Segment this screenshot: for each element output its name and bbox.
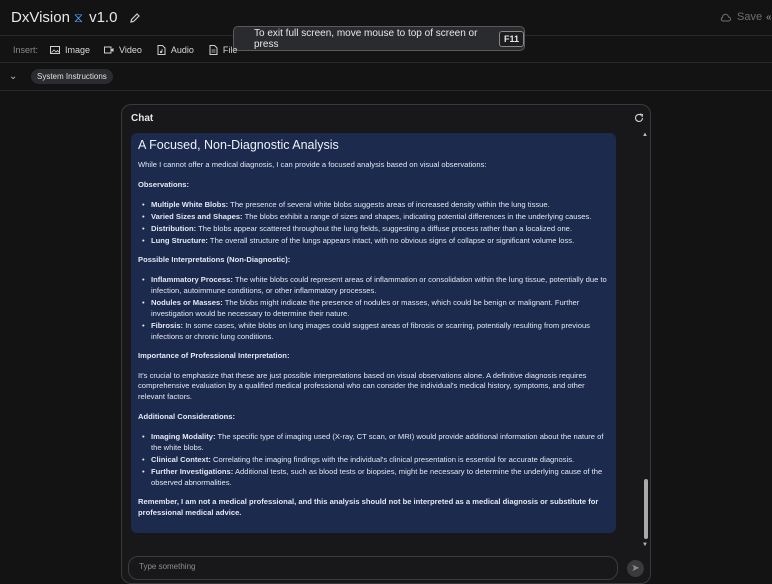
insert-audio-button[interactable]	[156, 45, 194, 55]
item-term: Further Investigations:	[151, 467, 234, 477]
observations-list	[138, 200, 609, 248]
interpretations-list	[138, 275, 609, 343]
system-instructions-toggle[interactable]: System Instructions	[31, 69, 113, 84]
item-text: The blobs appear scattered throughout the lung fields, suggesting a diffuse process rather than a localized one.	[196, 224, 572, 234]
model-response	[131, 133, 616, 533]
item-term: Inflammatory Process:	[151, 275, 233, 285]
insert-audio-label: Audio	[170, 44, 194, 55]
item-text: Additional tests, such as blood tests or biopsies, might be necessary to determine the underlying cause of the observed abnormalities.	[151, 467, 603, 488]
section-title: Additional Considerations:	[138, 412, 236, 422]
send-button[interactable]	[627, 560, 644, 577]
list-item	[138, 224, 609, 235]
chat-panel	[121, 104, 651, 584]
chat-input[interactable]: Type something	[128, 556, 618, 580]
insert-label: Insert:	[13, 44, 39, 55]
list-item	[138, 455, 609, 466]
item-text: The overall structure of the lungs appears intact, with no obvious signs of collapse or significant volume loss.	[207, 236, 575, 246]
list-item	[138, 467, 609, 489]
item-text: Correlating the imaging findings with the individual's clinical presentation is essential for accurate diagnosis.	[210, 454, 575, 464]
toast-key: F11	[499, 31, 524, 47]
app-name: DxVision	[11, 9, 70, 26]
item-term: Distribution:	[151, 224, 197, 234]
insert-image-button[interactable]	[50, 45, 90, 55]
insert-video-button[interactable]	[104, 45, 142, 55]
list-item	[138, 236, 609, 247]
item-term: Multiple White Blobs:	[151, 199, 229, 209]
audio-icon	[156, 45, 166, 55]
section-title: Importance of Professional Interpretation:	[138, 350, 290, 360]
additional-list	[138, 432, 609, 489]
item-text: The blobs exhibit a range of sizes and shapes, indicating potential differences in the underlying causes.	[242, 211, 592, 221]
response-intro: While I cannot offer a medical diagnosis, I can provide a focused analysis based on visual observations:	[138, 160, 487, 169]
insert-file-label: File	[222, 44, 238, 55]
insert-image-label: Image	[65, 44, 91, 55]
item-text: The presence of several white blobs suggests areas of increased density within the lung tissue.	[228, 199, 550, 209]
item-term: Nodules or Masses:	[151, 298, 223, 308]
edit-pencil-icon[interactable]	[129, 12, 141, 24]
closing-disclaimer: Remember, I am not a medical professional, and this analysis should not be interpreted as a medical diagnosis or substitute for professional medical advice.	[138, 496, 599, 517]
list-item	[138, 212, 609, 223]
file-icon	[208, 45, 218, 55]
refresh-icon[interactable]	[634, 113, 644, 123]
chevron-down-icon[interactable]: ⌄	[9, 71, 18, 82]
app-title	[11, 9, 141, 26]
item-term: Imaging Modality:	[151, 431, 216, 441]
system-instructions-row	[0, 63, 772, 91]
section-title: Possible Interpretations (Non-Diagnostic):	[138, 255, 291, 265]
item-text: The blobs might indicate the presence of nodules or masses, which could be benign or malignant. Further investigation would be necessary to determine their nature.	[151, 298, 580, 318]
list-item	[138, 321, 609, 343]
item-term: Lung Structure:	[151, 236, 208, 246]
item-term: Varied Sizes and Shapes:	[151, 211, 243, 221]
insert-video-label: Video	[119, 44, 142, 55]
list-item	[138, 275, 609, 297]
item-text: The white blobs could represent areas of inflammation or consolidation within the lung tissue, potentially due to infection, autoimmune conditions, or other inflammatory processes.	[151, 275, 607, 295]
insert-file-button[interactable]	[208, 45, 238, 55]
scroll-up-arrow[interactable]: ▲	[642, 132, 648, 138]
cloud-icon	[720, 13, 731, 22]
item-term: Clinical Context:	[151, 454, 211, 464]
list-item	[138, 298, 609, 320]
chat-title: Chat	[131, 113, 154, 124]
scroll-down-arrow[interactable]: ▼	[642, 542, 648, 548]
list-item	[138, 200, 609, 211]
toast-text: To exit full screen, move mouse to top of screen or press	[254, 27, 478, 50]
item-text: In some cases, white blobs on lung images could suggest areas of fibrosis or scarring, potentially resulting from previous infections or chronic lung conditions.	[151, 321, 590, 342]
item-text: The specific type of imaging used (X-ray, CT scan, or MRI) would provide additional information about the nature of the white blobs.	[151, 431, 604, 452]
dna-icon: ⧖	[73, 9, 84, 25]
save-button[interactable]	[720, 11, 762, 23]
section-title: Observations:	[138, 179, 190, 189]
importance-paragraph: It's crucial to emphasize that these are just possible interpretations based on visual observations alone. A definitive diagnosis requires comprehensive evaluation by a qualified medical professional who can consider the individual's medical history, symptoms, and other relevant factors.	[138, 370, 587, 402]
list-item	[138, 432, 609, 454]
video-icon	[104, 45, 114, 55]
scrollbar-thumb[interactable]	[644, 479, 648, 539]
expand-icon[interactable]: «	[766, 12, 772, 23]
insert-bar	[0, 37, 772, 63]
item-term: Fibrosis:	[151, 321, 184, 331]
image-icon	[50, 45, 60, 55]
save-label: Save	[737, 11, 763, 23]
app-version: v1.0	[89, 9, 118, 26]
response-heading: A Focused, Non-Diagnostic Analysis	[138, 138, 339, 152]
send-icon: ➤	[631, 563, 640, 574]
